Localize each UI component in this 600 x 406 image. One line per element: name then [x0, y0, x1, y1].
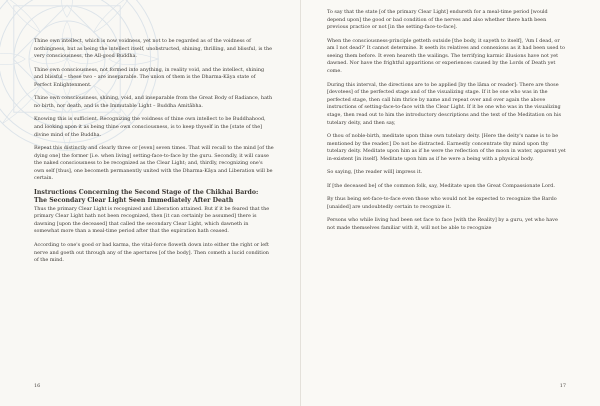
paragraph: Thus the primary Clear Light is recognized and Liberation attained. But if it be feared that the primary Clear Light hath not been recognized, then [it can certainly be assumed] there is dawning [upon the deceased] that called the secondary Clear Light, which dawneth in somewhat more than a meal-time period after that the expiration hath ceased. — [34, 205, 270, 235]
paragraph: Thine own consciousness, shining, void, and inseparable from the Great Body of Radiance, hath no birth, nor death, and is the Immutable Light – Buddha Amitābha. — [34, 95, 273, 109]
paragraph: If [the deceased be] of the common folk, say, Meditate upon the Great Compassionate Lord. — [327, 182, 555, 189]
section-heading — [34, 189, 274, 206]
paragraph: So saying, [the reader will] impress it. — [327, 169, 423, 176]
paragraph: During this interval, the directions are to be applied [by the lāma or reader]: There are those [devotees] of the perfected stage and of the visualizing stage. If it be one who was in the perfected stage, then call him thrice by name and repeat over and over again the above instructions of setting-face-to-face with the Clear Light. If it be one who was in the visualizing stage, then read out to him the introductory descriptions and the text of the Meditation on his tutelary deity, and then say, — [327, 81, 562, 126]
paragraph: Repeat this distinctly and clearly three or [even] seven times. That will recall to the mind [of the dying one] the former [i.e. when living] setting-face-to-face by the guru. Secondly, it will cause the naked consciousness to be recognized as the Clear Light; and, thirdly, recognizing one's own self [thus], one becometh permanently united with the Dharma-Kāya and Liberation will be certain. — [34, 145, 274, 182]
paragraph: Persons who while living had been set face to face [with the Reality] by a guru, yet who have not made themselves familiar with it, will not be able to recognize — [327, 217, 558, 231]
paragraph: O thou of noble-birth, meditate upon thine own tutelary deity. [Here the deity's name is to be mentioned by the reader.] Do not be distracted. Earnestly concentrate thy mind upon thy tutelary deity. Meditate upon him as if he were the reflection of the moon in water, apparent yet in-existent [in itself]. Meditate upon him as if he were a being with a physical body. — [327, 132, 566, 162]
right-page — [300, 0, 600, 406]
right-page-body — [301, 9, 600, 238]
page-number: 16 — [34, 383, 41, 389]
paragraph: By thus being set-face-to-face even those who would not be expected to recognize the Bardo [unaided] are undoubtedly certain to recognize it. — [327, 196, 557, 210]
paragraph: According to one's good or bad karma, the vital-force floweth down into either the right or left nerve and goeth out through any of the apertures [of the body]. Then cometh a lucid condition of the mind. — [34, 241, 269, 264]
paragraph: Thine own intellect, which is now voidness, yet not to be regarded as of the voidness of nothingness, but as being the intellect itself, unobstructed, shining, thrilling, and blissful, is the very consciousness, the All-good Buddha. — [34, 38, 272, 60]
paragraph: When the consciousness-principle getteth outside [the body, it sayeth to itself], 'Am I dead, or am I not dead?' It cannot determine. It seeth its relatives and connexions as it had been used to seeing them before. It even heareth the wailings. The terrifying karmic illusions have not yet dawned. Nor have the frightful apparitions or experiences caused by the Lords of Death yet come. — [327, 37, 565, 75]
section-heading-line-2: The Secondary Clear Light Seen Immediately After Death — [34, 197, 234, 205]
paragraph: Knowing this is sufficient. Recognizing the voidness of thine own intellect to be Buddhahood, and looking upon it as being thine own consciousness, is to keep thyself in the [state of the] divine mind of the Buddha. — [34, 116, 266, 138]
left-page-body — [0, 38, 300, 271]
paragraph: Thine own consciousness, not formed into anything, in reality void, and the intellect, shining and blissful – these two – are inseparable. The union of them is the Dharma-Kāya state of Perfect Enlightenment. — [34, 66, 265, 88]
section-heading-line-1: Instructions Concerning the Second Stage of the Chikhai Bardo: — [34, 189, 259, 197]
page-number: 17 — [559, 383, 566, 389]
paragraph: To say that the state [of the primary Clear Light] endureth for a meal-time period [would depend upon] the good or bad condition of the nerves and also whether there hath been previous practice or not [in the setting-face-to-face]. — [327, 9, 548, 31]
